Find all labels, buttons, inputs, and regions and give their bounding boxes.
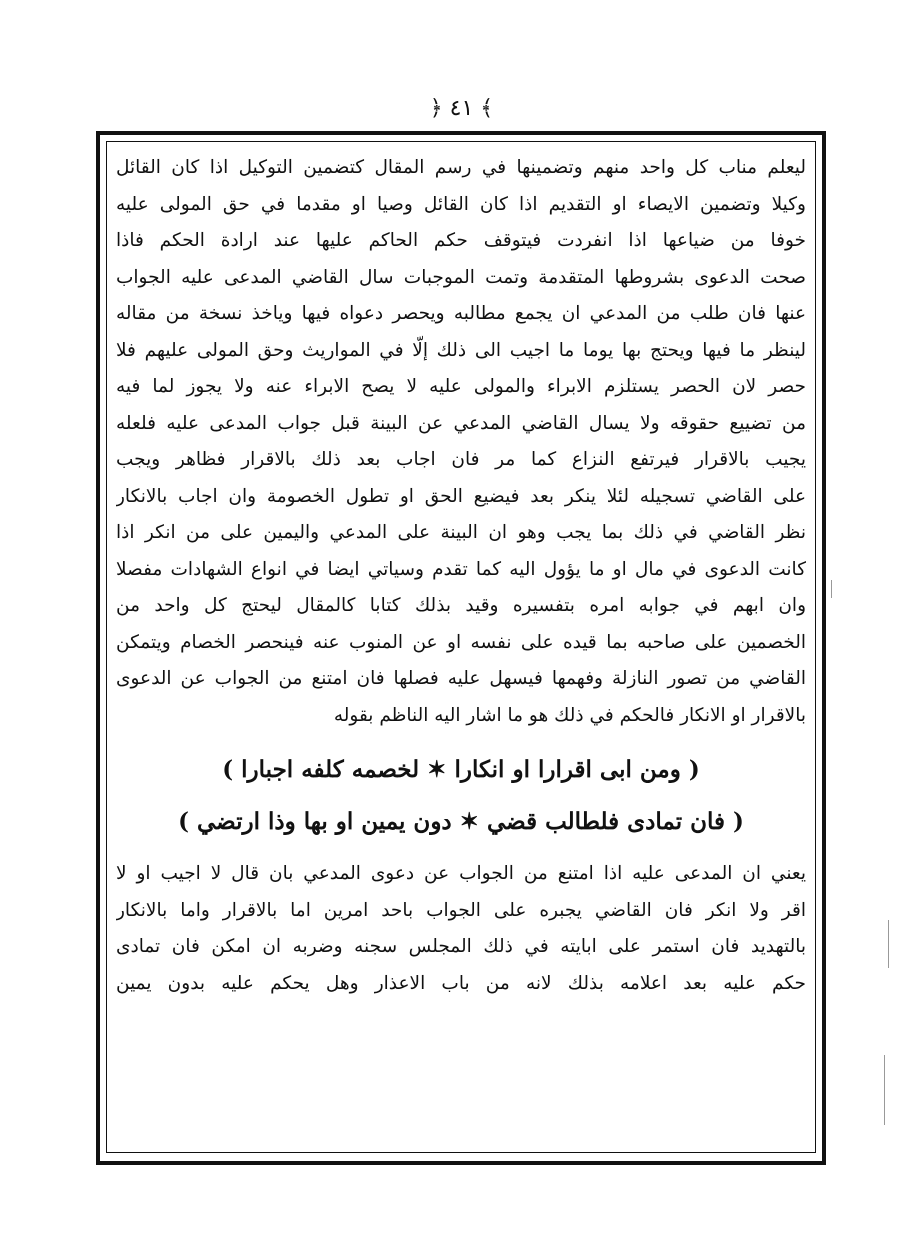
margin-scratch <box>884 1055 885 1125</box>
text-line: حصر لان الحصر يستلزم الابراء والمولى عليه لا يصح الابراء عنه ولا يجوز لما فيه <box>116 376 806 397</box>
text-line: يجيب بالاقرار فيرتفع النزاع كما مر فان اجاب بعد ذلك بالاقرار فظاهر ويجب <box>116 449 806 470</box>
text-line: وكيلا وتضمين الايصاء او التقديم اذا كان القائل وصيا او مقدما في حق المولى عليه <box>116 193 806 215</box>
text-line: وان ابهم في جوابه امره بتفسيره وقيد بذلك كتابا كالمقال ليحتج كل واحد من <box>116 595 806 616</box>
verse-line: ( فان تمادى فلطالب قضي ✶ دون يمين او بها وذا ارتضي ) <box>178 808 744 835</box>
text-line: صحت الدعوى بشروطها المتقدمة وتمت الموجبات سال القاضي المدعى عليه الجواب <box>116 266 806 288</box>
text-line: ليعلم مناب كل واحد منهم وتضمينها في رسم المقال كتضمين التوكيل اذا كان القائل <box>116 157 806 178</box>
text-line: كانت الدعوى في مال او ما يؤول اليه كما تقدم وسياتي ايضا في انواع الشهادات مفصلا <box>116 558 806 580</box>
verse-line: ( ومن ابى اقرارا او انكارا ✶ لخصمه كلفه اجبارا ) <box>222 756 700 783</box>
text-line: من تضييع حقوقه ولا يسال القاضي المدعي عن البينة قبل جواب المدعى عليه فلعله <box>116 412 806 434</box>
text-line: حكم عليه بعد اعلامه بذلك لانه من باب الاعذار وهل يحكم عليه بدون يمين <box>116 972 806 994</box>
margin-scratch <box>831 580 832 598</box>
commentary-block <box>116 856 806 1002</box>
margin-scratch <box>888 920 889 968</box>
text-line: بالاقرار او الانكار فالحكم في ذلك هو ما اشار اليه الناظم بقوله <box>333 704 806 726</box>
text-line: يعني ان المدعى عليه اذا امتنع من الجواب عن دعوى المدعي بان قال لا اجيب او لا <box>116 863 806 884</box>
text-line: على القاضي تسجيله لئلا ينكر بعد فيضيع الحق او تطول الخصومة وان اجاب بالانكار <box>116 485 806 507</box>
text-line: خوفا من ضياعها اذا انفردت فيتوقف حكم الحاكم عليها عند ارادة الحكم فاذا <box>116 230 806 251</box>
text-line: عنها فان طلب من المدعي ان يجمع مطالبه ويحصر دعواه فيها وياخذ نسخة من مقاله <box>116 303 806 324</box>
text-line: اقر ولا انكر فان القاضي يجبره على الجواب باحد امرين اما بالاقرار واما بالانكار <box>116 899 806 921</box>
page-number: ﴾ ٤١ ﴿ <box>429 96 494 121</box>
text-line: نظر القاضي في ذلك بما يجب وهو ان البينة على المدعي واليمين على من انكر اذا <box>116 522 806 543</box>
text-line: بالتهديد فان استمر على ابايته في ذلك المجلس سجنه وضربه ان امكن فان تمادى <box>116 936 806 957</box>
text-line: القاضي من تصور النازلة وفهمها فيسهل عليه فصلها فان امتنع من الجواب عن الدعوى <box>116 668 806 689</box>
text-line: لينظر ما فيها ويحتج بها يوما ما اجيب الى ذلك إلّا في المواريث وحق المولى عليهم فلا <box>116 339 806 361</box>
verse-block <box>116 744 806 848</box>
text-line: الخصمين على صاحبه بما قيده على نفسه او عن المنوب عنه فينحصر الخصام ويتمكن <box>116 631 806 653</box>
text-body <box>116 150 806 1150</box>
